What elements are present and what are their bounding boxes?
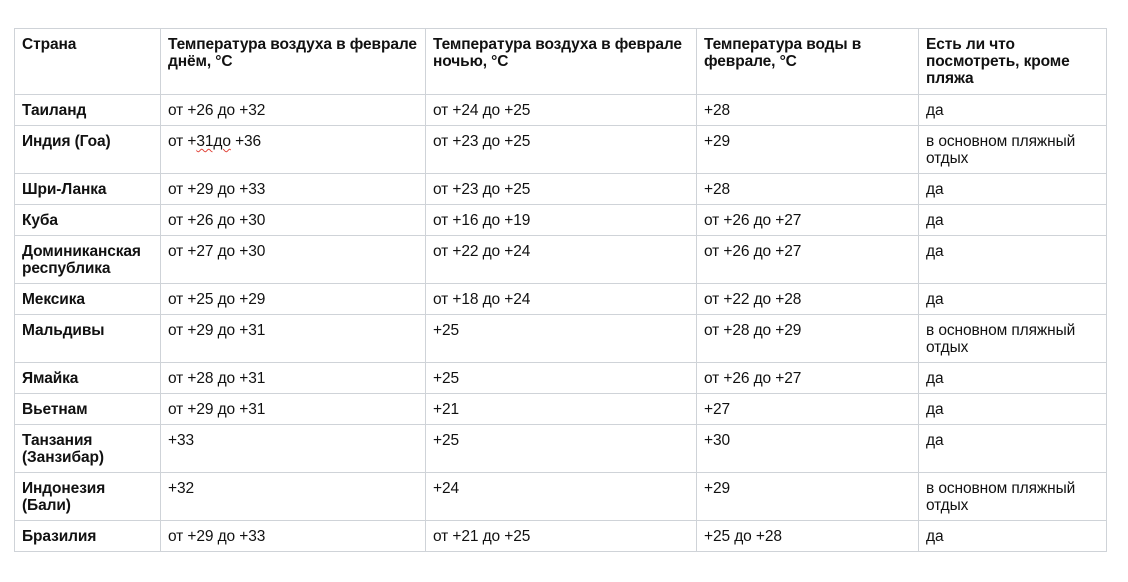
country-cell: Мексика — [15, 284, 161, 315]
day-temp-cell: от +27 до +30 — [161, 236, 426, 284]
header-sights: Есть ли что посмотреть, кроме пляжа — [919, 29, 1107, 95]
day-temp-cell: +32 — [161, 473, 426, 521]
day-temp-cell: от +28 до +31 — [161, 363, 426, 394]
sights-cell: да — [919, 425, 1107, 473]
table-body — [15, 95, 1107, 552]
table-row — [15, 284, 1107, 315]
sights-cell: в основном пляжный отдых — [919, 126, 1107, 174]
country-cell: Индия (Гоа) — [15, 126, 161, 174]
water-temp-cell: +30 — [697, 425, 919, 473]
sights-cell: да — [919, 205, 1107, 236]
day-temp-cell: от +26 до +30 — [161, 205, 426, 236]
water-temp-cell: +29 — [697, 126, 919, 174]
water-temp-cell: от +26 до +27 — [697, 363, 919, 394]
table-row — [15, 95, 1107, 126]
table-row — [15, 425, 1107, 473]
day-temp-cell: от +29 до +33 — [161, 174, 426, 205]
night-temp-cell: +21 — [426, 394, 697, 425]
sights-cell: в основном пляжный отдых — [919, 473, 1107, 521]
day-temp-cell — [161, 126, 426, 174]
water-temp-cell: от +28 до +29 — [697, 315, 919, 363]
day-temp-cell: от +25 до +29 — [161, 284, 426, 315]
country-cell: Индонезия (Бали) — [15, 473, 161, 521]
day-temp-prefix: от + — [168, 133, 197, 150]
night-temp-cell: от +23 до +25 — [426, 126, 697, 174]
night-temp-cell: +24 — [426, 473, 697, 521]
table-row — [15, 394, 1107, 425]
water-temp-cell: +28 — [697, 95, 919, 126]
night-temp-cell: +25 — [426, 425, 697, 473]
sights-cell: в основном пляжный отдых — [919, 315, 1107, 363]
climate-table — [14, 28, 1107, 552]
night-temp-cell: +25 — [426, 363, 697, 394]
sights-cell: да — [919, 95, 1107, 126]
night-temp-cell: от +18 до +24 — [426, 284, 697, 315]
header-country: Страна — [15, 29, 161, 95]
spellcheck-underlined-text: 31до — [196, 133, 231, 150]
day-temp-suffix: +36 — [230, 133, 262, 150]
water-temp-cell: от +22 до +28 — [697, 284, 919, 315]
water-temp-cell: +27 — [697, 394, 919, 425]
table-row — [15, 174, 1107, 205]
day-temp-cell: от +29 до +31 — [161, 394, 426, 425]
sights-cell: да — [919, 236, 1107, 284]
table-row — [15, 315, 1107, 363]
country-cell: Доминиканская республика — [15, 236, 161, 284]
country-cell: Бразилия — [15, 521, 161, 552]
country-cell: Куба — [15, 205, 161, 236]
table-row — [15, 126, 1107, 174]
day-temp-cell: +33 — [161, 425, 426, 473]
day-temp-cell: от +29 до +33 — [161, 521, 426, 552]
sights-cell: да — [919, 284, 1107, 315]
water-temp-cell: +29 — [697, 473, 919, 521]
country-cell: Танзания (Занзибар) — [15, 425, 161, 473]
table-row — [15, 205, 1107, 236]
header-water-temp: Температура воды в феврале, °C — [697, 29, 919, 95]
country-cell: Мальдивы — [15, 315, 161, 363]
night-temp-cell: от +16 до +19 — [426, 205, 697, 236]
night-temp-cell: +25 — [426, 315, 697, 363]
water-temp-cell: +28 — [697, 174, 919, 205]
day-temp-cell: от +26 до +32 — [161, 95, 426, 126]
country-cell: Вьетнам — [15, 394, 161, 425]
table-row — [15, 521, 1107, 552]
country-cell: Ямайка — [15, 363, 161, 394]
header-night-air-temp: Температура воздуха в феврале ночью, °C — [426, 29, 697, 95]
table-row — [15, 236, 1107, 284]
table-row — [15, 473, 1107, 521]
sights-cell: да — [919, 521, 1107, 552]
country-cell: Шри-Ланка — [15, 174, 161, 205]
night-temp-cell: от +21 до +25 — [426, 521, 697, 552]
table-row — [15, 363, 1107, 394]
water-temp-cell: +25 до +28 — [697, 521, 919, 552]
night-temp-cell: от +22 до +24 — [426, 236, 697, 284]
sights-cell: да — [919, 174, 1107, 205]
day-temp-cell: от +29 до +31 — [161, 315, 426, 363]
table-header — [15, 29, 1107, 95]
country-cell: Таиланд — [15, 95, 161, 126]
water-temp-cell: от +26 до +27 — [697, 205, 919, 236]
header-day-air-temp: Температура воздуха в феврале днём, °C — [161, 29, 426, 95]
water-temp-cell: от +26 до +27 — [697, 236, 919, 284]
night-temp-cell: от +23 до +25 — [426, 174, 697, 205]
sights-cell: да — [919, 363, 1107, 394]
sights-cell: да — [919, 394, 1107, 425]
night-temp-cell: от +24 до +25 — [426, 95, 697, 126]
header-row — [15, 29, 1107, 95]
